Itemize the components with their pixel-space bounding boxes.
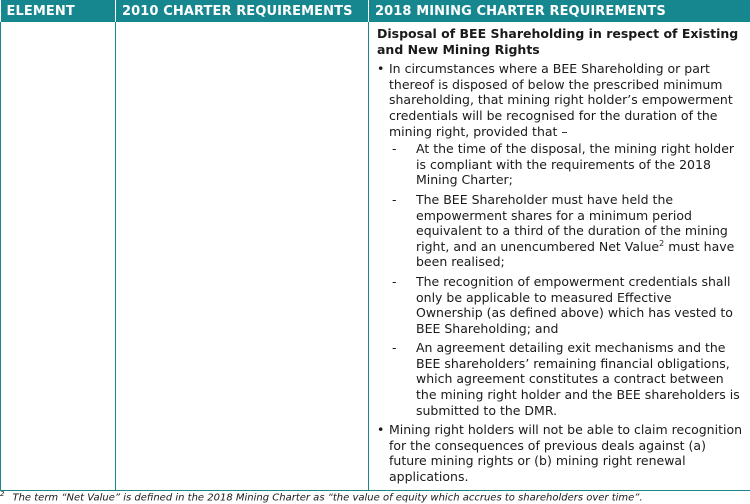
table-row — [1, 22, 750, 490]
list-item — [377, 422, 742, 484]
footnote-reference: 2 — [659, 238, 665, 248]
sub-item-text-continued: must have been realised; — [416, 238, 735, 270]
sub-item-text: At the time of the disposal, the mining right holder is compliant with the requirements of the 2018 Mining Charter; — [416, 141, 735, 188]
header-element: ELEMENT — [1, 0, 116, 22]
list-item — [389, 141, 742, 188]
sub-list — [389, 141, 742, 418]
list-item — [389, 274, 742, 336]
list-item — [389, 340, 742, 418]
header-2010-requirements: 2010 CHARTER REQUIREMENTS — [116, 0, 369, 22]
sub-item-text: The BEE Shareholder must have held the empowerment shares for a minimum period equivalent to a third of the duration of the mining right, and an unencumbered Net Value — [416, 191, 728, 254]
list-item — [377, 61, 742, 418]
dash-marker: - — [392, 141, 397, 157]
bullet-text: In circumstances where a BEE Shareholding or part thereof is disposed of below the prescribed minimum shareholding, that mining right holder’s empowerment credentials will be recognised for the duration of the mining right, provided that – — [389, 61, 733, 139]
dash-marker: - — [392, 273, 397, 289]
sub-item-text: An agreement detailing exit mechanisms and the BEE shareholders’ remaining financial obligations, which agreement constitutes a contract between the mining right holder and the BEE shareholders is submitted to the DMR. — [416, 340, 740, 418]
section-heading: Disposal of BEE Shareholding in respect of Existing and New Mining Rights — [377, 26, 739, 57]
list-item — [389, 192, 742, 270]
header-row — [1, 0, 750, 22]
sub-item-text: The recognition of empowerment credentials shall only be applicable to measured Effective Ownership (as defined above) which has vested to BEE Shareholding; and — [416, 273, 733, 336]
requirements-2018-cell — [369, 22, 750, 490]
dash-marker: - — [392, 191, 397, 207]
bullet-marker: • — [377, 422, 385, 438]
element-cell — [1, 22, 116, 490]
bullet-list — [377, 61, 742, 484]
footnote — [0, 490, 750, 503]
header-2018-requirements: 2018 MINING CHARTER REQUIREMENTS — [369, 0, 750, 22]
footnote-number: 2 — [0, 490, 5, 498]
bullet-marker: • — [377, 61, 385, 77]
bullet-text: Mining right holders will not be able to claim recognition for the consequences of previous deals against (a) future mining rights or (b) mining right renewal applications. — [389, 422, 743, 485]
requirements-2010-cell — [116, 22, 369, 490]
footnote-text: The term “Net Value” is defined in the 2018 Mining Charter as “the value of equity which accrues to shareholders over time”. — [12, 492, 643, 504]
dash-marker: - — [392, 340, 397, 356]
